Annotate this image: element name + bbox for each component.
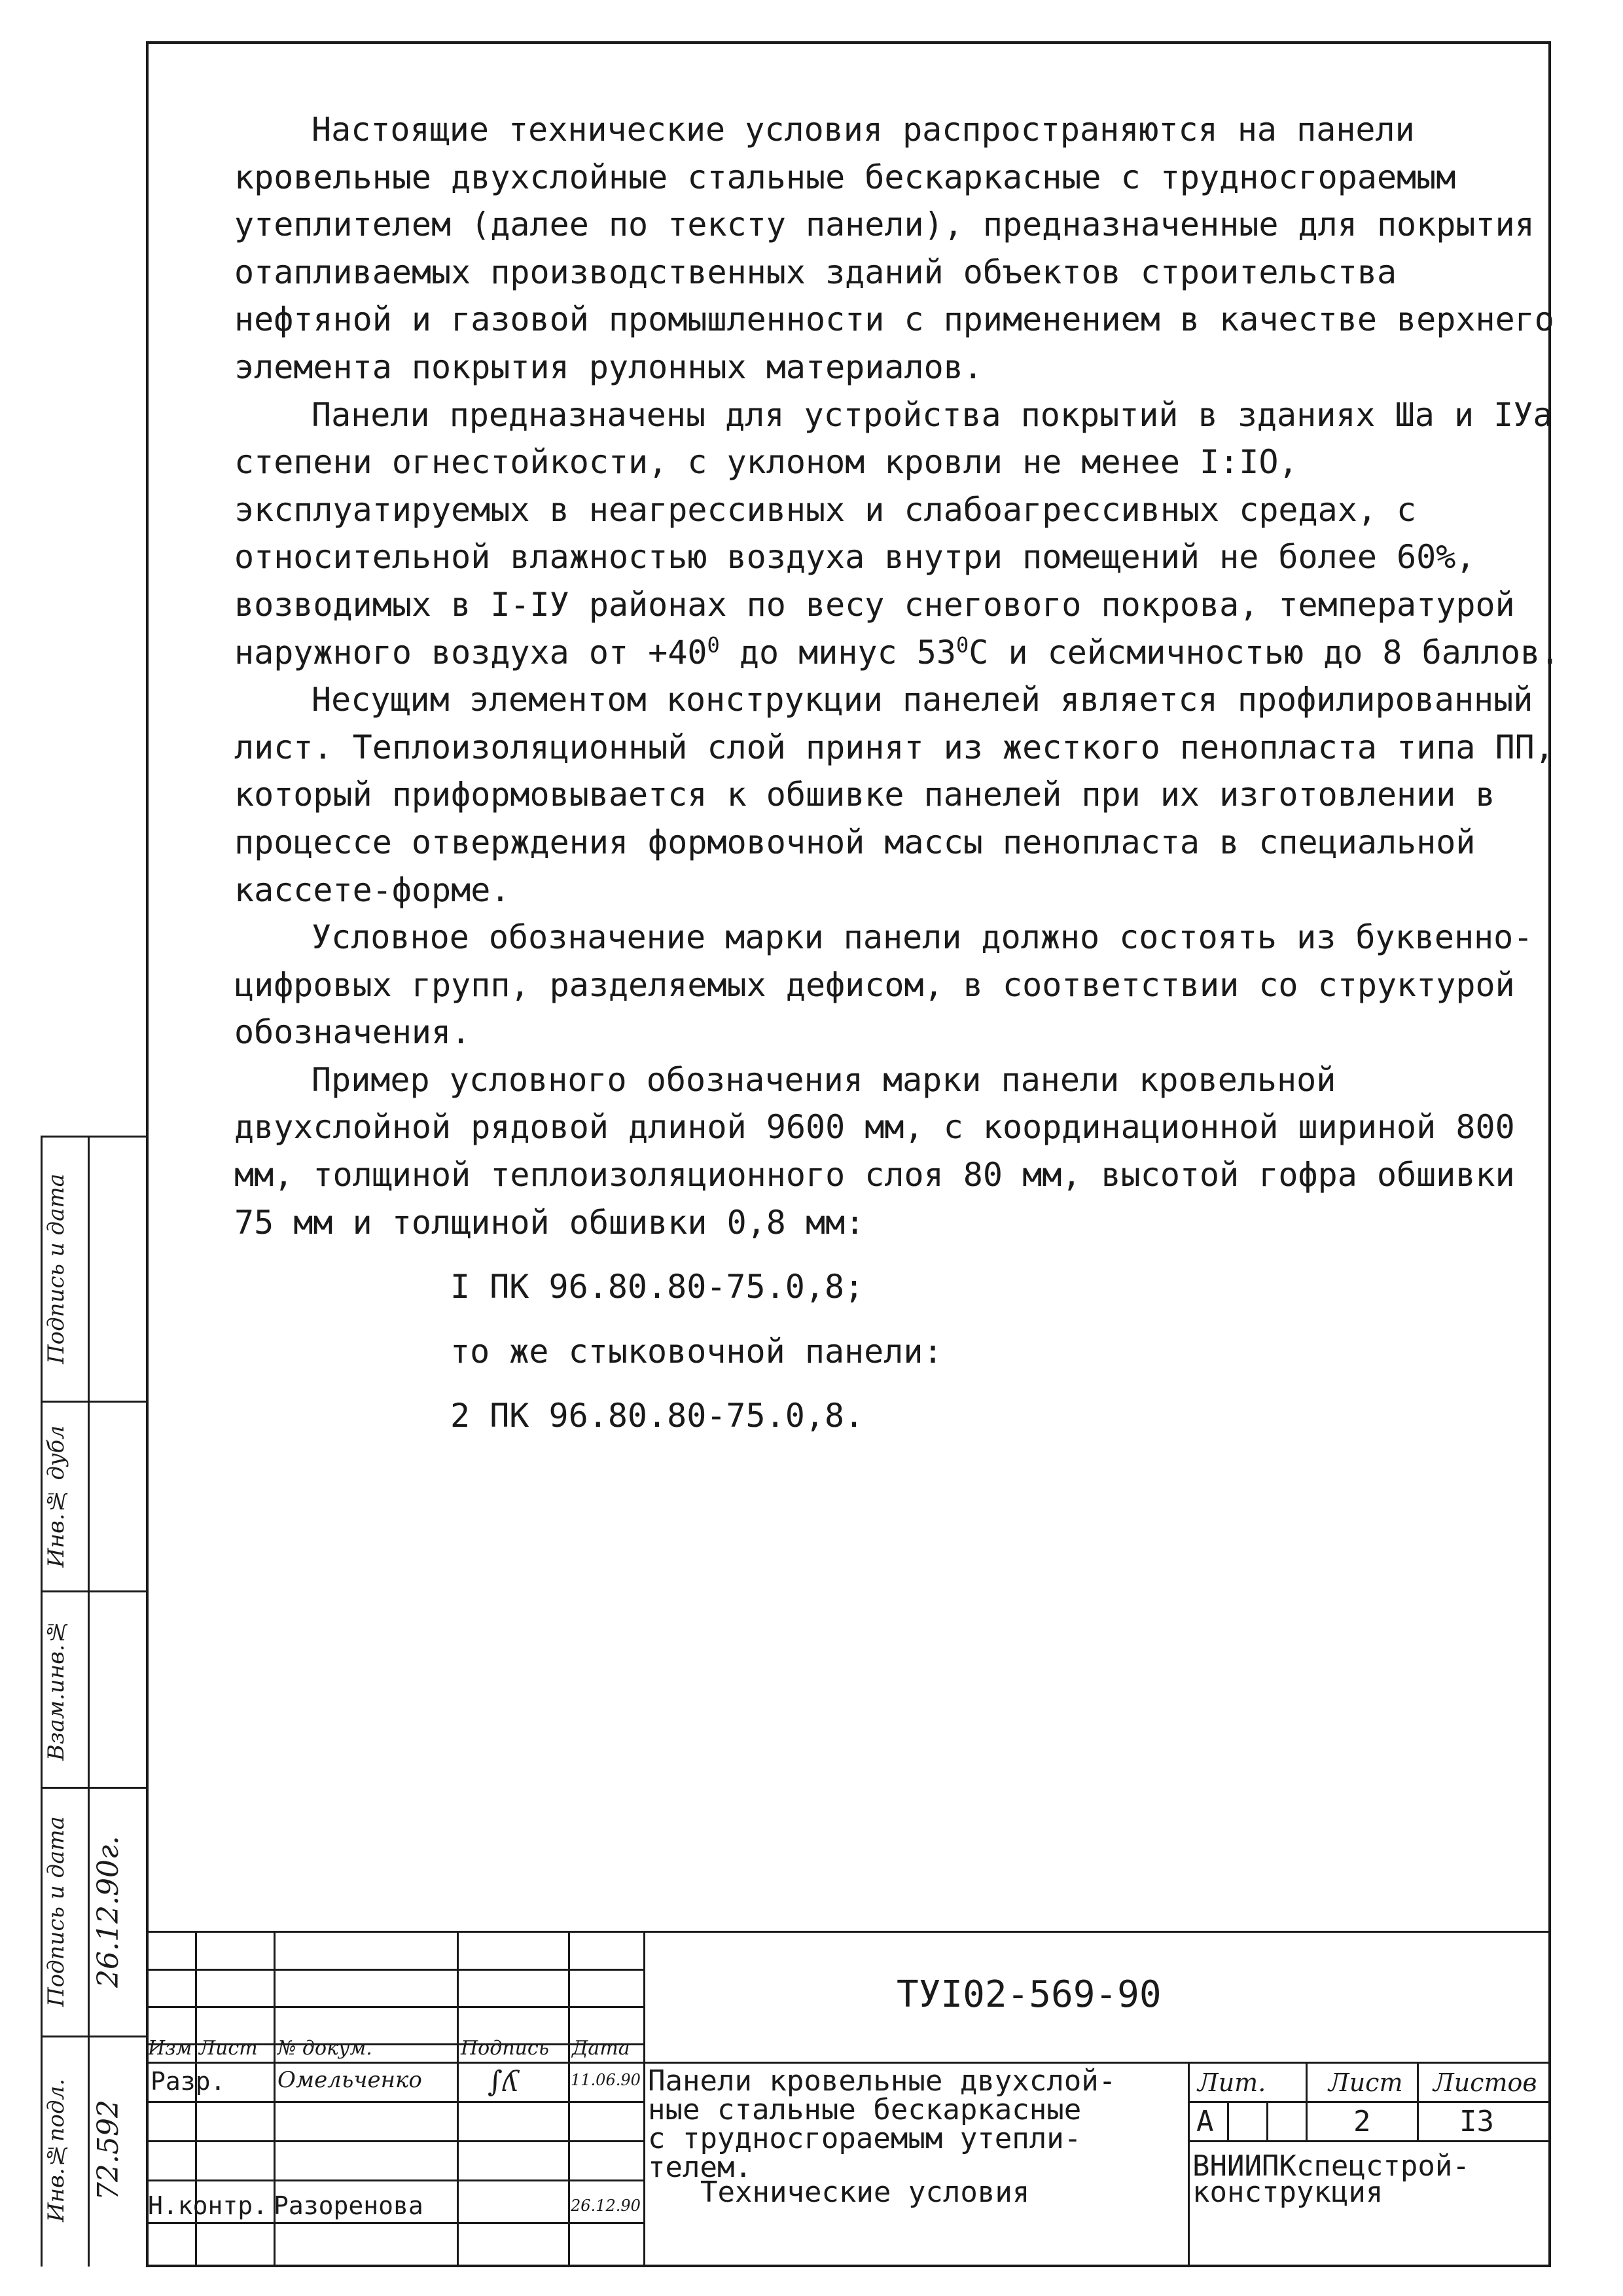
stamp-sheets-col	[1417, 2062, 1419, 2140]
side-inv-number: 72.592	[92, 2100, 125, 2200]
organization: ВНИИПКспецстрой-конструкция	[1192, 2149, 1470, 2209]
mark-same-label: то же стыковочной панели:	[450, 1332, 943, 1371]
developer-signature: ∫ʎ	[488, 2065, 519, 2098]
temp-mid: до минус 53	[739, 633, 956, 672]
usage-text: Панели предназначены для устройства покрытий в зданиях Ша и IУа степени огнестойкости, с уклоном кровли не менее I:IO, эксплуатируемых в неагрессивных и слабоагрессивных средах, с относительной влажностью воздуха внутри помещений не более 60%, возводимых в I-IУ районах по весу снегового покрова, температурой наружного воздуха от	[234, 395, 1553, 672]
header-date: Дата	[572, 2037, 630, 2060]
developer-date: 11.06.90	[571, 2071, 641, 2089]
header-signature: Подпись	[461, 2037, 550, 2060]
stamp-lit-col	[1266, 2101, 1268, 2140]
side-divider	[41, 2036, 149, 2037]
paragraph-designation: Условное обозначение марки панели должно состоять из буквенно-цифровых групп, разделяемых дефисом, в соответствии со структурой обозначения.	[234, 918, 1533, 1052]
norm-control-role: Н.контр.	[148, 2191, 268, 2220]
header-sheet: Лист	[199, 2037, 258, 2060]
frame-bottom	[146, 2265, 1551, 2267]
side-divider	[41, 1787, 149, 1789]
sheet-header: Лист	[1329, 2068, 1403, 2097]
sheet-value: 2	[1353, 2105, 1371, 2138]
sheets-header: Листов	[1433, 2068, 1537, 2097]
document-body	[234, 106, 1563, 1440]
side-mid-line	[88, 1136, 90, 2267]
paragraph-usage	[234, 391, 1563, 677]
side-label-inv-dup: Инв.№ дубл	[43, 1425, 69, 1568]
lit-header: Лит.	[1198, 2068, 1266, 2097]
mark-example-1: I ПК 96.80.80-75.0,8;	[450, 1268, 865, 1306]
document-title	[648, 2064, 1191, 2209]
stamp-col-line	[643, 1931, 645, 2267]
degree-mark-2: 0	[956, 632, 969, 657]
stamp-lit-row	[1188, 2140, 1551, 2142]
side-label-inv-orig: Инв.№подл.	[43, 2078, 69, 2222]
norm-control-date: 26.12.90	[571, 2197, 641, 2215]
side-divider	[41, 1401, 149, 1403]
paragraph-scope: Настоящие технические условия распространяются на панели кровельные двухслойные стальные бескаркасные с трудносгораемым утеплителем (далее по тексту панели), предназначенные для покрытия отапливаемых производственных зданий объектов строительства нефтяной и газовой промышленности с применением в качестве верхнего элемента покрытия рулонных материалов.	[234, 111, 1554, 386]
degree-mark-1: 0	[707, 632, 720, 657]
document-number: ТУI02-569-90	[897, 1973, 1162, 2016]
developer-name: Омельченко	[277, 2067, 422, 2093]
developer-role: Разр.	[151, 2067, 226, 2096]
side-sign-date: 26.12.90г.	[92, 1835, 125, 1988]
side-divider	[41, 1590, 149, 1592]
title-line: телем.	[648, 2151, 752, 2184]
mark-example-2: 2 ПК 96.80.80-75.0,8.	[450, 1397, 865, 1435]
stamp-sheet-col	[1306, 2062, 1308, 2140]
header-doc-no: № докум.	[277, 2037, 372, 2060]
title-line: с трудносгораемым утепли-	[648, 2122, 1082, 2155]
side-label-replace-inv: Взам.инв.№	[43, 1618, 69, 1761]
header-change: Изм	[148, 2037, 192, 2060]
side-outer-line	[41, 1136, 43, 2267]
temp-high: +40	[648, 633, 707, 672]
stamp-col-line	[568, 1931, 570, 2267]
title-line: Технические условия	[700, 2176, 1030, 2209]
stamp-col-line	[457, 1931, 459, 2267]
stamp-main-line	[146, 2062, 1551, 2064]
frame-top	[146, 41, 1551, 44]
norm-control-name: Разоренова	[274, 2191, 423, 2220]
lit-value: А	[1196, 2105, 1214, 2138]
temp-end: С и сейсмичностью до 8 баллов.	[969, 633, 1560, 672]
paragraph-example: Пример условного обозначения марки панели кровельной двухслойной рядовой длиной 9600 мм, с координационной шириной 800 мм, толщиной теплоизоляционного слоя 80 мм, высотой гофра обшивки 75 мм и толщиной обшивки 0,8 мм:	[234, 1060, 1515, 1242]
side-label-sign-date-2: Подпись и дата	[43, 1174, 69, 1364]
paragraph-structure: Несущим элементом конструкции панелей является профилированный лист. Теплоизоляционный слой принят из жесткого пенопласта типа ПП, который приформовывается к обшивке панелей при их изготовлении в процессе отверждения формовочной массы пенопласта в специальной кассете-форме.	[234, 681, 1554, 909]
stamp-lit-row	[1188, 2101, 1551, 2103]
sheets-value: I3	[1459, 2105, 1494, 2138]
title-line: Панели кровельные двухслой-	[648, 2064, 1116, 2098]
side-label-sign-date-1: Подпись и дата	[43, 1816, 69, 2007]
stamp-lit-col	[1227, 2101, 1229, 2140]
side-top-line	[41, 1136, 149, 1138]
title-line: ные стальные бескаркасные	[648, 2093, 1082, 2126]
stamp-top-line	[146, 1931, 1551, 1933]
